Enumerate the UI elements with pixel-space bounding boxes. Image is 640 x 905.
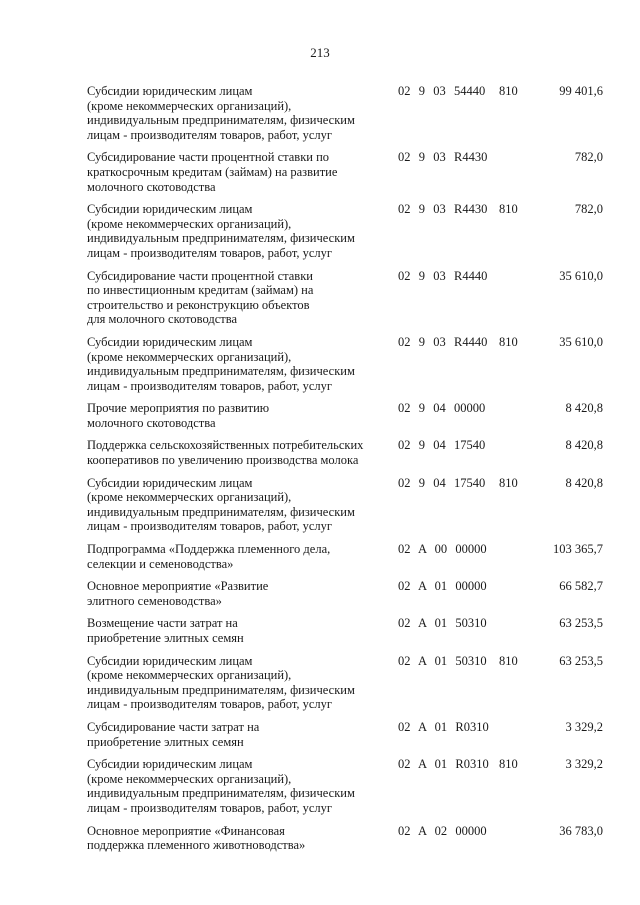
row-amount: 66 582,7 [559, 579, 603, 594]
budget-table [87, 84, 603, 861]
row-name-line: поддержка племенного животноводства» [87, 838, 306, 853]
row-name [87, 84, 398, 142]
row-code: 02 9 03 R4430 [398, 150, 488, 165]
row-amount: 99 401,6 [559, 84, 603, 98]
row-amount: 35 610,0 [559, 334, 603, 349]
table-row [87, 824, 603, 853]
row-name-line: Поддержка сельскохозяйственных потребительских [87, 438, 364, 453]
row-code: 02 9 03 54440 [398, 84, 486, 98]
table-row [87, 542, 603, 571]
row-name-line: Возмещение части затрат на [87, 616, 238, 631]
row-name-line: индивидуальным предпринимателям, физическим [87, 231, 355, 246]
row-code: 02 9 04 17540 [398, 438, 486, 453]
row-name-line: Основное мероприятие «Финансовая [87, 823, 285, 838]
row-name-line: молочного скотоводства [87, 179, 216, 194]
row-code: 02 A 02 00000 [398, 823, 487, 838]
row-name [87, 438, 398, 467]
row-name-line: по инвестиционным кредитам (займам) на [87, 283, 314, 298]
row-expense-type: 810 [499, 334, 518, 349]
row-name [87, 654, 398, 712]
row-name-line: элитного семеноводства» [87, 593, 222, 608]
row-amount: 35 610,0 [559, 268, 603, 283]
row-name-line: Субсидирование части затрат на [87, 719, 260, 734]
row-name-line: лицам - производителям товаров, работ, услуг [87, 697, 333, 712]
table-row [87, 335, 603, 393]
row-name-line: (кроме некоммерческих организаций), [87, 668, 292, 683]
row-name-line: Субсидии юридическим лицам [87, 84, 253, 98]
row-expense-type: 810 [499, 475, 518, 490]
row-name-line: Субсидии юридическим лицам [87, 202, 253, 217]
row-name [87, 202, 398, 260]
table-row [87, 150, 603, 194]
row-amount: 36 783,0 [559, 823, 603, 838]
row-name-line: кооперативов по увеличению производства молока [87, 453, 359, 468]
row-amount: 103 365,7 [553, 542, 603, 557]
row-code: 02 A 01 50310 [398, 616, 487, 631]
table-row [87, 757, 603, 815]
row-name-line: лицам - производителям товаров, работ, услуг [87, 245, 333, 260]
table-row [87, 401, 603, 430]
row-name-line: краткосрочным кредитам (займам) на развитие [87, 164, 338, 179]
row-name-line: лицам - производителям товаров, работ, услуг [87, 519, 333, 534]
row-name [87, 335, 398, 393]
row-name [87, 824, 398, 853]
table-row [87, 84, 603, 142]
row-amount: 782,0 [574, 202, 603, 217]
row-expense-type: 810 [499, 757, 518, 772]
row-name-line: (кроме некоммерческих организаций), [87, 771, 292, 786]
row-name-line: Субсидирование части процентной ставки [87, 268, 313, 283]
row-name-line: (кроме некоммерческих организаций), [87, 490, 292, 505]
row-name-line: индивидуальным предпринимателям, физическим [87, 113, 355, 128]
row-name-line: молочного скотоводства [87, 415, 216, 430]
row-code: 02 A 01 R0310 [398, 757, 489, 772]
row-expense-type: 810 [499, 202, 518, 217]
row-name-line: индивидуальным предпринимателям, физическим [87, 682, 355, 697]
table-row [87, 476, 603, 534]
row-name-line: (кроме некоммерческих организаций), [87, 98, 292, 113]
row-name [87, 150, 398, 194]
row-name-line: лицам - производителям товаров, работ, услуг [87, 127, 333, 142]
row-name [87, 720, 398, 749]
table-row [87, 654, 603, 712]
table-row [87, 202, 603, 260]
row-name [87, 579, 398, 608]
row-name-line: Подпрограмма «Поддержка племенного дела, [87, 542, 331, 557]
row-code: 02 A 01 00000 [398, 579, 487, 594]
row-code: 02 9 03 R4430 [398, 202, 488, 217]
row-name-line: Субсидии юридическим лицам [87, 475, 253, 490]
row-name-line: приобретение элитных семян [87, 734, 244, 749]
row-amount: 8 420,8 [565, 475, 603, 490]
row-code: 02 A 00 00000 [398, 542, 487, 557]
table-row [87, 616, 603, 645]
row-name-line: Основное мероприятие «Развитие [87, 579, 269, 594]
row-name [87, 269, 398, 327]
row-name-line: селекции и семеноводства» [87, 556, 234, 571]
row-code: 02 9 03 R4440 [398, 334, 488, 349]
row-amount: 3 329,2 [565, 719, 603, 734]
row-amount: 3 329,2 [565, 757, 603, 772]
row-name-line: строительство и реконструкцию объектов [87, 297, 310, 312]
row-name-line: приобретение элитных семян [87, 631, 244, 645]
row-name-line: лицам - производителям товаров, работ, услуг [87, 800, 333, 815]
row-name [87, 616, 398, 645]
row-expense-type: 810 [499, 84, 518, 98]
row-name-line: Субсидирование части процентной ставки по [87, 150, 330, 165]
row-name-line: Субсидии юридическим лицам [87, 334, 253, 349]
row-name-line: Субсидии юридическим лицам [87, 757, 253, 772]
table-row [87, 720, 603, 749]
row-name-line: для молочного скотоводства [87, 312, 238, 327]
row-name [87, 542, 398, 571]
row-amount: 63 253,5 [559, 616, 603, 631]
row-code: 02 9 04 17540 [398, 475, 486, 490]
row-name-line: (кроме некоммерческих организаций), [87, 216, 292, 231]
row-code: 02 9 03 R4440 [398, 268, 488, 283]
row-name [87, 476, 398, 534]
page-number: 213 [310, 45, 330, 60]
row-name [87, 757, 398, 815]
row-name-line: Прочие мероприятия по развитию [87, 401, 270, 416]
row-amount: 8 420,8 [565, 401, 603, 416]
row-amount: 8 420,8 [565, 438, 603, 453]
row-amount: 782,0 [574, 150, 603, 165]
table-row [87, 269, 603, 327]
row-name-line: индивидуальным предпринимателям, физическим [87, 786, 355, 801]
table-row [87, 579, 603, 608]
table-row [87, 438, 603, 467]
row-code: 02 9 04 00000 [398, 401, 486, 416]
row-name-line: индивидуальным предпринимателям, физическим [87, 364, 355, 379]
row-name-line: (кроме некоммерческих организаций), [87, 349, 292, 364]
row-code: 02 A 01 50310 [398, 653, 487, 668]
row-amount: 63 253,5 [559, 653, 603, 668]
row-name-line: Субсидии юридическим лицам [87, 653, 253, 668]
row-name-line: индивидуальным предпринимателям, физическим [87, 504, 355, 519]
row-name-line: лицам - производителям товаров, работ, услуг [87, 378, 333, 393]
row-name [87, 401, 398, 430]
row-expense-type: 810 [499, 653, 518, 668]
row-code: 02 A 01 R0310 [398, 719, 489, 734]
